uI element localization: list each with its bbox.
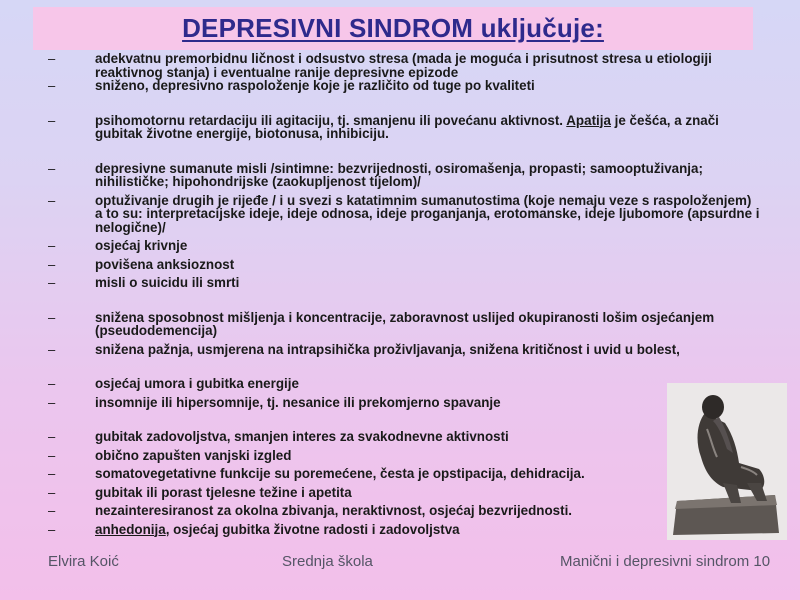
bullet-text: misli o suicidu ili smrti xyxy=(95,275,240,290)
bullet-text: osjećaj krivnje xyxy=(95,238,188,253)
dash-icon: – xyxy=(48,238,56,253)
bullet-text: psihomotornu retardaciju ili agitaciju, tj. smanjenu ili povećanu aktivnost. xyxy=(95,112,564,128)
dash-icon: – xyxy=(48,521,56,537)
bullet-item xyxy=(0,194,760,235)
dash-icon: – xyxy=(48,112,56,128)
bullet-item xyxy=(0,276,760,290)
bullet-item xyxy=(0,52,760,79)
bullet-text: adekvatnu premorbidnu ličnost i odsustvo stresa (mada je moguća i prisutnost stresa u etiologiji reaktivnog stanja) i eventualne ranije depresivne epizode xyxy=(95,51,712,80)
dash-icon: – xyxy=(48,309,56,325)
bullet-item xyxy=(0,239,760,253)
dash-icon: – xyxy=(48,275,56,290)
bullet-list xyxy=(0,52,760,536)
bullet-text: snižena sposobnost mišljenja i koncentracije, zaboravnost uslijed okupiranosti lošim osjećanjem (pseudodemencija) xyxy=(95,309,715,338)
bullet-item xyxy=(0,504,760,518)
dash-icon: – xyxy=(48,503,56,518)
footer-page-number: 10 xyxy=(753,553,771,570)
bullet-item xyxy=(0,258,760,272)
thinker-statue-image xyxy=(667,383,787,540)
dash-icon: – xyxy=(48,341,56,357)
bullet-text-continued: , osjećaj gubitka životne radosti i zadovoljstva xyxy=(165,521,460,537)
bullet-item xyxy=(0,79,760,93)
bullet-item xyxy=(0,467,760,481)
dash-icon: – xyxy=(48,447,56,463)
footer-title xyxy=(560,553,770,573)
dash-icon: – xyxy=(48,192,56,208)
bullet-text: depresivne sumanute misli /sintimne: bezvrijednosti, osiromašenja, propasti; samooptuživanja; nihilističke; hipohondrijske (zaokupljenost tijelom)/ xyxy=(95,160,703,189)
bullet-text: obično zapušten vanjski izgled xyxy=(95,447,292,463)
bullet-item xyxy=(0,311,760,338)
bullet-text: gubitak ili porast tjelesne težine i apetita xyxy=(95,484,352,500)
footer-presentation-title: Manični i depresivni sindrom xyxy=(560,553,750,570)
bullet-text: somatovegetativne funkcije su poremećene, česta je opstipacija, dehidracija. xyxy=(95,466,585,481)
bullet-text: snižena pažnja, usmjerena na intrapsihička proživljavanja, snižena kritičnost i uvid u bolest, xyxy=(95,341,680,357)
title-box xyxy=(33,7,753,50)
bullet-text: gubitak zadovoljstva, smanjen interes za svakodnevne aktivnosti xyxy=(95,429,509,444)
bullet-text: sniženo, depresivno raspoloženje koje je različito od tuge po kvaliteti xyxy=(95,78,535,93)
bullet-text: osjećaj umora i gubitka energije xyxy=(95,376,299,391)
dash-icon: – xyxy=(48,78,56,93)
dash-icon: – xyxy=(48,256,56,272)
dash-icon: – xyxy=(48,160,56,176)
bullet-item xyxy=(0,430,760,444)
bullet-text: optuživanje drugih je rijeđe / i u svezi s katatimnim sumanutostima (koje nemaju veze s raspoloženjem) a to su: interpretacijske ideje, ideje odnosa, ideje proganjanja, erotomanske, ideje ljubomore (apsurdne i nelogične)/ xyxy=(95,192,760,235)
dash-icon: – xyxy=(48,394,56,410)
bullet-item xyxy=(0,162,760,189)
bullet-item xyxy=(0,114,760,141)
thinker-statue-icon xyxy=(667,383,787,540)
dash-icon: – xyxy=(48,484,56,500)
bullet-item xyxy=(0,449,760,463)
bullet-text: insomnije ili hipersomnije, tj. nesanice ili prekomjerno spavanje xyxy=(95,394,501,410)
bullet-item xyxy=(0,343,760,357)
apatija-term: Apatija xyxy=(566,112,611,128)
bullet-text-continued: je češća, a znači gubitak životne energije, biotonusa, inhibiciju. xyxy=(95,112,719,141)
dash-icon: – xyxy=(48,376,56,391)
dash-icon: – xyxy=(48,429,56,444)
dash-icon: – xyxy=(48,51,56,66)
footer-author: Elvira Koić xyxy=(48,553,119,570)
bullet-item xyxy=(0,377,760,391)
bullet-item xyxy=(0,523,760,537)
bullet-item xyxy=(0,486,760,500)
slide-title: DEPRESIVNI SINDROM uključuje: xyxy=(182,13,604,43)
footer-school: Srednja škola xyxy=(282,553,373,570)
bullet-text: nezainteresiranost za okolna zbivanja, neraktivnost, osjećaj bezvrijednosti. xyxy=(95,503,573,518)
dash-icon: – xyxy=(48,466,56,481)
anhedonija-term: anhedonija xyxy=(95,521,166,537)
bullet-text: povišena anksioznost xyxy=(95,256,235,272)
bullet-item xyxy=(0,396,760,410)
